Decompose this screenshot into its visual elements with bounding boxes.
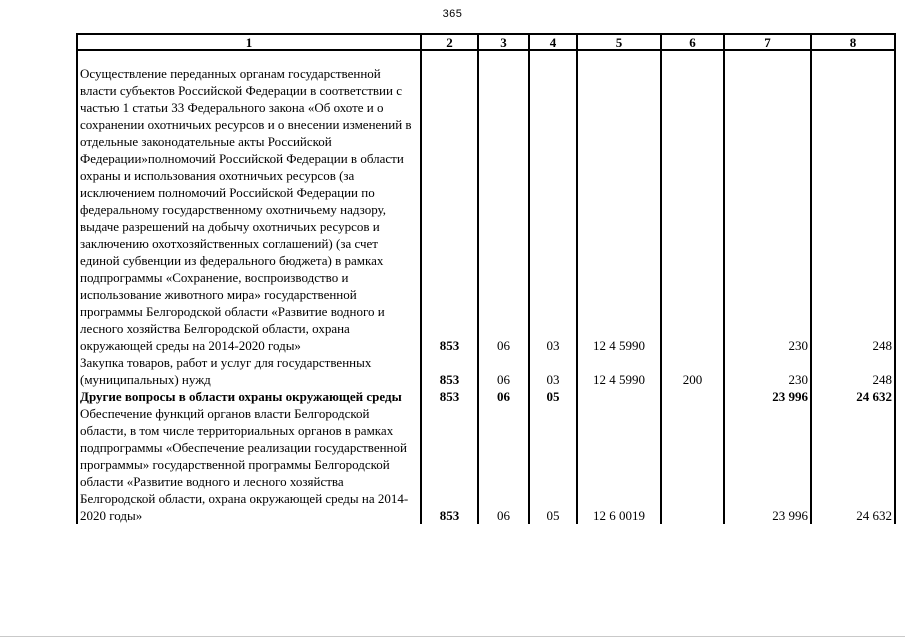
cell-vr: 200	[661, 354, 724, 388]
page-number: 365	[442, 8, 463, 20]
cell-sum-2: 248	[811, 354, 895, 388]
cell-sum-2: 24 632	[811, 405, 895, 524]
cell-sum-1: 230	[724, 354, 811, 388]
cell-pr: 05	[529, 405, 577, 524]
cell-gr: 853	[421, 65, 478, 354]
cell-gr: 853	[421, 354, 478, 388]
table-row	[77, 388, 895, 405]
cell-gr: 853	[421, 405, 478, 524]
row-name: Закупка товаров, работ и услуг для государственных (муниципальных) нужд	[77, 354, 421, 388]
col-header-5: 5	[577, 34, 661, 50]
cell-gr: 853	[421, 388, 478, 405]
cell-rz: 06	[478, 354, 529, 388]
cell-pr: 05	[529, 388, 577, 405]
header-row	[77, 34, 895, 50]
cell-rz: 06	[478, 388, 529, 405]
cell-vr	[661, 65, 724, 354]
row-name: Другие вопросы в области охраны окружающей среды	[77, 388, 421, 405]
cell-pr: 03	[529, 354, 577, 388]
cell-rz: 06	[478, 65, 529, 354]
cell-pr: 03	[529, 65, 577, 354]
cell-sum-2: 248	[811, 65, 895, 354]
table-row	[77, 354, 895, 388]
cell-vr	[661, 405, 724, 524]
cell-csr: 12 6 0019	[577, 405, 661, 524]
row-name: Обеспечение функций органов власти Белгородской области, в том числе территориальных органов в рамках подпрограммы «Обеспечение реализации государственной программы» государственной программы Белгородской области «Развитие водного и лесного хозяйства Белгородской области, охрана окружающей среды на 2014-2020 годы»	[77, 405, 421, 524]
col-header-2: 2	[421, 34, 478, 50]
cell-sum-2: 24 632	[811, 388, 895, 405]
table-row	[77, 65, 895, 354]
cell-sum-1: 230	[724, 65, 811, 354]
col-header-8: 8	[811, 34, 895, 50]
cell-sum-1: 23 996	[724, 405, 811, 524]
table-row	[77, 405, 895, 524]
budget-table	[76, 33, 896, 524]
col-header-4: 4	[529, 34, 577, 50]
cell-csr: 12 4 5990	[577, 354, 661, 388]
page-bottom-rule	[0, 636, 905, 637]
cell-csr: 12 4 5990	[577, 65, 661, 354]
cell-sum-1: 23 996	[724, 388, 811, 405]
cell-rz: 06	[478, 405, 529, 524]
col-header-7: 7	[724, 34, 811, 50]
row-name: Осуществление переданных органам государственной власти субъектов Российской Федерации в соответствии с частью 1 статьи 33 Федерального закона «Об охоте и о сохранении охотничьих ресурсов и о внесении изменений в отдельные законодательные акты Российской Федерации»полномочий Российской Федерации в области охраны и использования охотничьих ресурсов (за исключением полномочий Российской Федерации по федеральному государственному охотничьему надзору, выдаче разрешений на добычу охотничьих ресурсов и заключению охотхозяйственных соглашений) (за счет единой субвенции из федерального бюджета) в рамках подпрограммы «Сохранение, воспроизводство и использование животного мира» государственной программы Белгородской области «Развитие водного и лесного хозяйства Белгородской области, охрана окружающей среды на 2014-2020 годы»	[77, 65, 421, 354]
cell-vr	[661, 388, 724, 405]
spacer-row	[77, 50, 895, 65]
col-header-6: 6	[661, 34, 724, 50]
cell-csr	[577, 388, 661, 405]
col-header-1: 1	[77, 34, 421, 50]
col-header-3: 3	[478, 34, 529, 50]
